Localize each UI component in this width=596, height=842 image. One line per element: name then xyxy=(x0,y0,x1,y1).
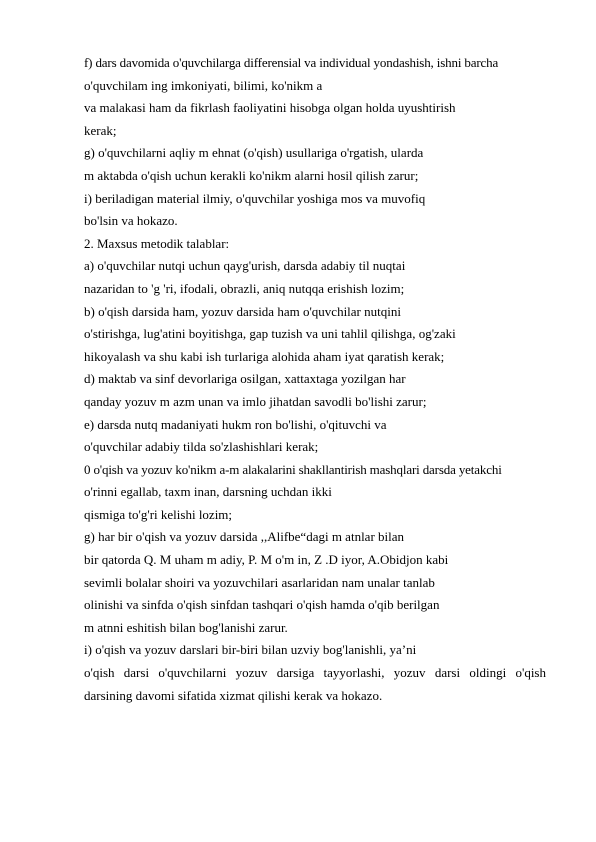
text-line: darsining davomi sifatida xizmat qilishi kerak va hokazo. xyxy=(84,687,383,703)
text-line: m aktabda o'qish uchun kerakli ko'nikm alarni hosil qilish zarur; xyxy=(84,167,419,183)
text-line: g) har bir o'qish va yozuv darsida ,,Alifbe“dagi m atnlar bilan xyxy=(84,529,405,545)
text-line: va malakasi ham da fikrlash faoliyatini hisobga olgan holda uyushtirish xyxy=(84,100,456,116)
text-line: i) o'qish va yozuv darslari bir-biri bilan uzviy bog'lanishli, ya’ni xyxy=(84,642,417,658)
text-line: kerak; xyxy=(84,122,117,138)
text-line: olinishi va sinfda o'qish sinfdan tashqari o'qish hamda o'qib berilgan xyxy=(84,597,440,613)
text-line-justified: o'qish darsi o'quvchilarni yozuv darsiga tayyorlashi, yozuv darsi oldingi o'qish xyxy=(84,665,546,681)
text-line: b) o'qish darsida ham, yozuv darsida ham o'quvchilar nutqini xyxy=(84,303,401,319)
text-line: o'quvchilar adabiy tilda so'zlashishlari kerak; xyxy=(84,439,319,455)
text-line: i) beriladigan material ilmiy, o'quvchilar yoshiga mos va muvofiq xyxy=(84,190,426,206)
text-line: bo'lsin va hokazo. xyxy=(84,213,178,229)
section-heading: 2. Maxsus metodik talablar: xyxy=(84,235,230,251)
text-line: a) o'quvchilar nutqi uchun qayg'urish, darsda adabiy til nuqtai xyxy=(84,258,406,274)
document-body xyxy=(84,52,546,707)
text-line: o'rinni egallab, taxm inan, darsning uchdan ikki xyxy=(84,484,332,500)
text-line: e) darsda nutq madaniyati hukm ron bo'lishi, o'qituvchi va xyxy=(84,416,387,432)
text-line: qismiga to'g'ri kelishi lozim; xyxy=(84,506,233,522)
text-line: d) maktab va sinf devorlariga osilgan, xattaxtaga yozilgan har xyxy=(84,371,406,387)
text-line: nazaridan to 'g 'ri, ifodali, obrazli, aniq nutqqa erishish lozim; xyxy=(84,280,405,296)
text-line: o'quvchilam ing imkoniyati, bilimi, ko'nikm a xyxy=(84,77,323,93)
text-line: g) o'quvchilarni aqliy m ehnat (o'qish) usullariga o'rgatish, ularda xyxy=(84,145,424,161)
text-line: bir qatorda Q. M uham m adiy, P. M o'm in, Z .D iyor, A.Obidjon kabi xyxy=(84,552,449,568)
text-line: sevimli bolalar shoiri va yozuvchilari asarlaridan nam unalar tanlab xyxy=(84,574,435,590)
text-line: qanday yozuv m azm unan va imlo jihatdan savodli bo'lishi zarur; xyxy=(84,393,427,409)
text-line: f) dars davomida o'quvchilarga differensial va individual yondashish, ishni barcha xyxy=(84,55,499,70)
text-line: 0 o'qish va yozuv ko'nikm a-m alakalarini shakllantirish mashqlari darsda yetakchi xyxy=(84,461,502,477)
text-line: o'stirishga, lug'atini boyitishga, gap tuzish va uni tahlil qilishga, og'zaki xyxy=(84,326,456,342)
text-line: hikoyalash va shu kabi ish turlariga alohida aham iyat qaratish kerak; xyxy=(84,348,445,364)
text-line: m atnni eshitish bilan bog'lanishi zarur. xyxy=(84,619,288,635)
